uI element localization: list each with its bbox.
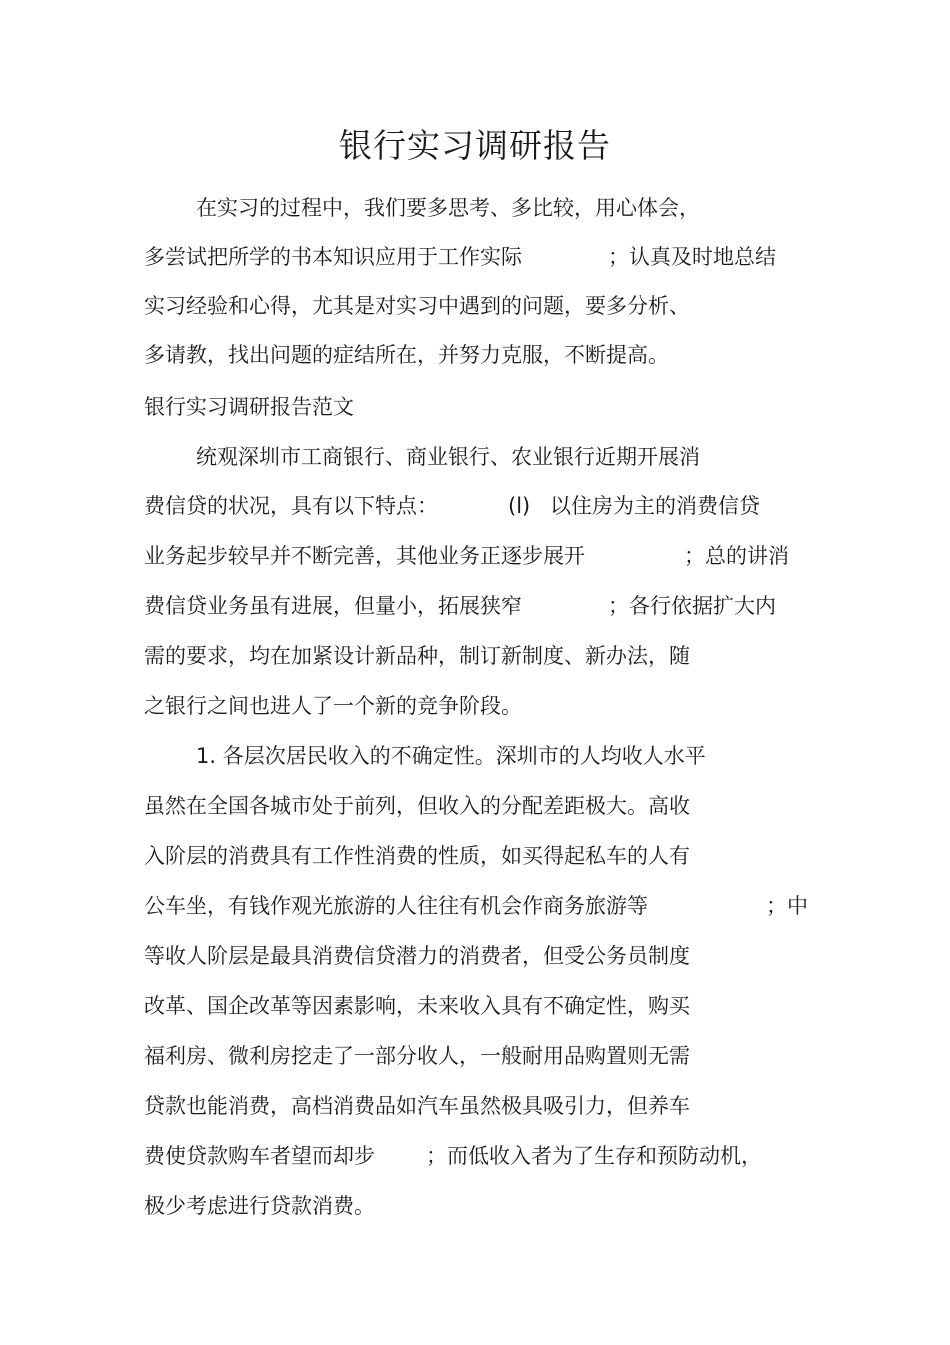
text-segment: 统观深圳市工商银行、商业银行、农业银行近期开展消	[196, 445, 700, 469]
text-segment: 等收人阶层是最具消费信贷潜力的消费者，但受公务员制度	[144, 944, 690, 968]
text-segment: 多请教，找出问题的症结所在，并努力克服，不断提高。	[144, 343, 669, 367]
text-segment: 公车坐，有钱作观光旅游的人往往有机会作商务旅游等	[144, 894, 648, 918]
text-segment: 在实习的过程中，我们要多思考、多比较，用心体会，	[196, 196, 700, 220]
text-segment: ；总的讲消	[684, 544, 789, 568]
text-segment: 之银行之间也进人了一个新的竞争阶段。	[144, 694, 522, 718]
text-segment: 以住房为主的消费信贷	[550, 494, 760, 518]
text-segment: 入阶层的消费具有工作性消费的性质，如买得起私车的人有	[144, 844, 690, 868]
text-segment: 改革、国企改革等因素影响，未来收入具有不确定性，购买	[144, 994, 690, 1018]
text-segment: 费信贷的状况，具有以下特点：	[144, 494, 438, 518]
text-segment: ；认真及时地总结	[608, 245, 776, 269]
text-segment: 费信贷业务虽有进展，但量小，拓展狭窄	[144, 594, 522, 618]
subheading-text: 银行实习调研报告范文	[144, 395, 354, 419]
text-segment: 实习经验和心得，尤其是对实习中遇到的问题，要多分析、	[144, 294, 690, 318]
text-segment: 福利房、微利房挖走了一部分收人，一般耐用品购置则无需	[144, 1044, 690, 1068]
text-segment: 贷款也能消费，高档消费品如汽车虽然极具吸引力，但养车	[144, 1094, 690, 1118]
text-segment: 多尝试把所学的书本知识应用于工作实际	[144, 245, 522, 269]
text-segment: 业务起步较早并不断完善，其他业务正逐步展开	[144, 544, 585, 568]
text-segment: 费使贷款购车者望而却步	[144, 1144, 375, 1168]
text-segment: 极少考虑进行贷款消费。	[144, 1194, 375, 1218]
text-segment: 需的要求，均在加紧设计新品种，制订新制度、新办法，随	[144, 644, 690, 668]
text-segment: 虽然在全国各城市处于前列，但收入的分配差距极大。高收	[144, 794, 690, 818]
text-segment: (l)	[508, 494, 531, 518]
text-segment: 1. 各层次居民收入的不确定性。深圳市的人均收人水平	[196, 744, 706, 768]
text-segment: ；中	[766, 894, 808, 918]
text-segment: ；而低收入者为了生存和预防动机，	[426, 1144, 762, 1168]
page-title: 银行实习调研报告	[339, 126, 611, 165]
text-segment: ；各行依据扩大内	[608, 594, 776, 618]
